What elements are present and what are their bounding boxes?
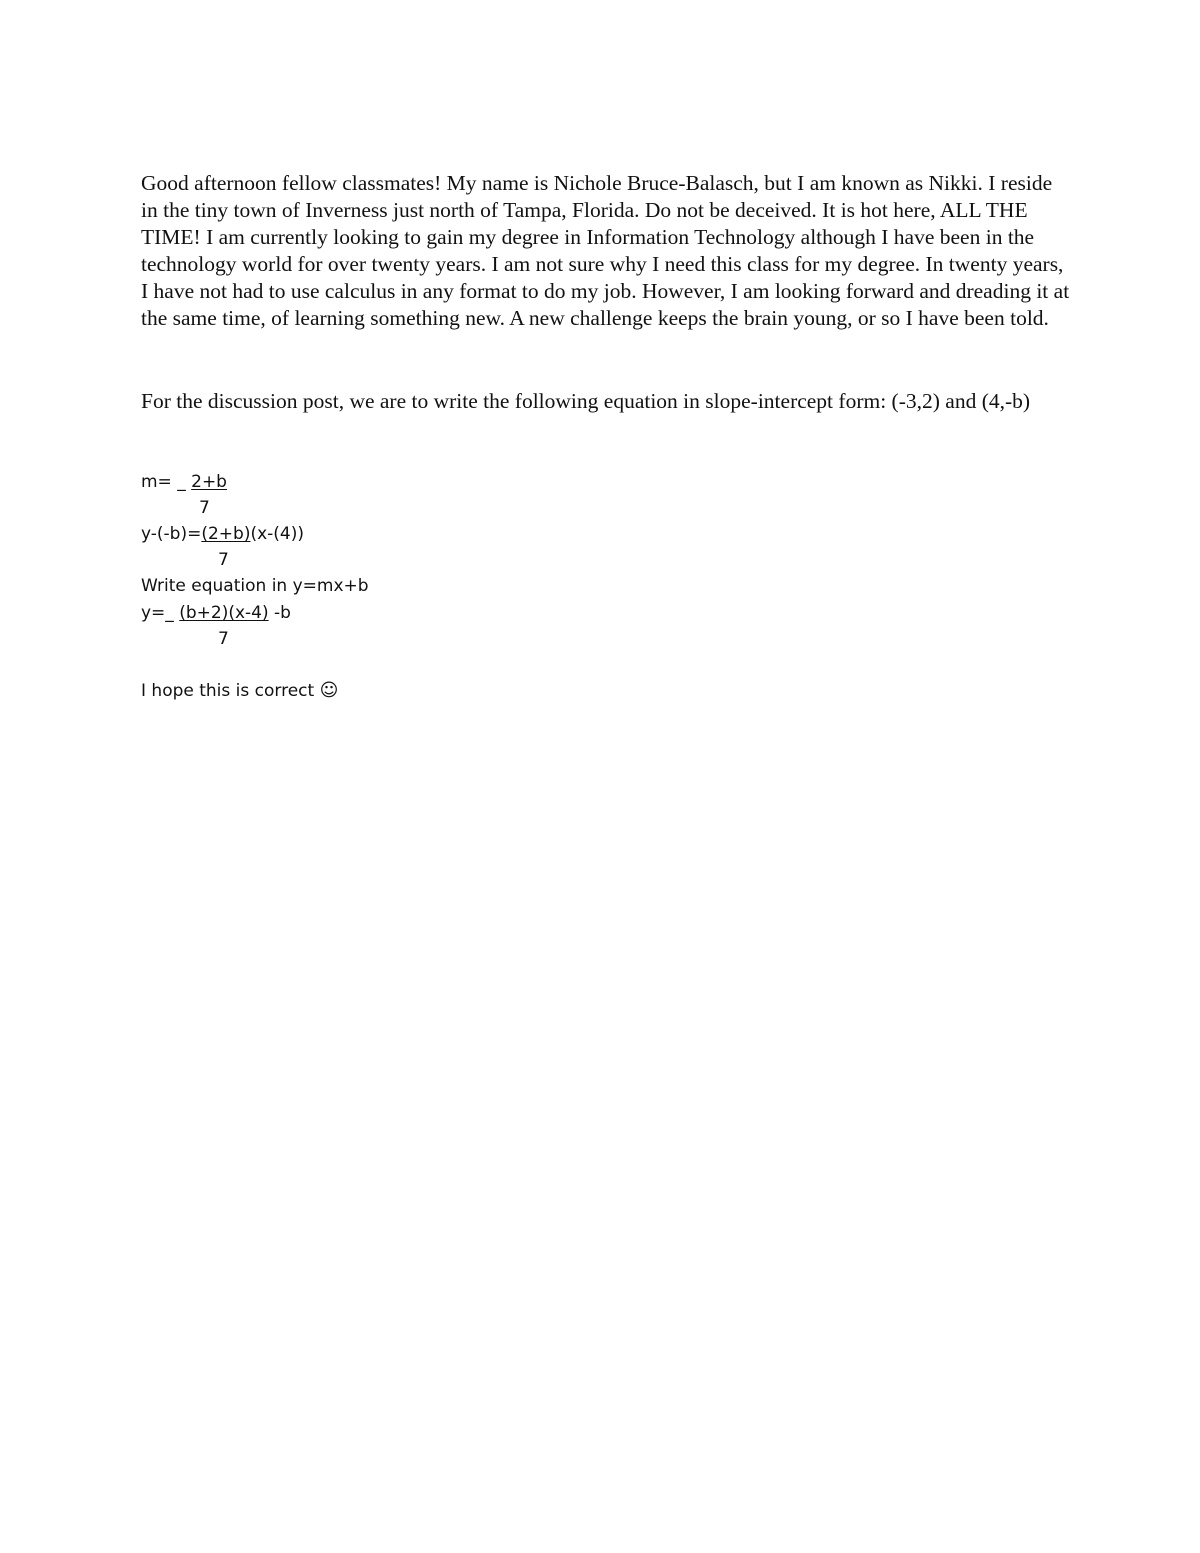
closing-line: [141, 681, 338, 701]
task-paragraph: For the discussion post, we are to write the following equation in slope-intercept form: (-3,2) and (4,-b): [141, 389, 1031, 413]
slope-intercept-denominator: 7: [218, 629, 229, 649]
slope-intercept-prefix: y=_: [141, 603, 180, 623]
slope-line: [141, 472, 227, 492]
intro-paragraph: Good afternoon fellow classmates! My name is Nichole Bruce-Balasch, but I am known as Nikki. I reside in the tiny town of Inverness just north of Tampa, Florida. Do not be deceived. It is hot here, ALL THE TIME! I am currently looking to gain my degree in Information Technology although I have been in the technology world for over twenty years. I am not sure why I need this class for my degree. In twenty years, I have not had to use calculus in any format to do my job. However, I am looking forward and dreading it at the same time, of learning something new. A new challenge keeps the brain young, or so I have been told.: [141, 171, 1070, 330]
slope-intercept-line: [141, 603, 291, 623]
point-slope-line: [141, 524, 304, 544]
instruction-line: Write equation in y=mx+b: [141, 576, 369, 596]
slope-prefix: m= _: [141, 472, 192, 492]
point-slope-prefix: y-(-b)=: [141, 524, 202, 544]
slope-intercept-numerator: (b+2)(x-4): [179, 603, 269, 623]
point-slope-numerator: (2+b): [201, 524, 251, 544]
smiley-icon: ☺: [319, 680, 339, 701]
point-slope-suffix: (x-(4)): [250, 524, 305, 544]
point-slope-denominator: 7: [218, 550, 229, 570]
closing-text: I hope this is correct: [141, 681, 320, 701]
slope-denominator: 7: [199, 498, 210, 518]
slope-numerator: 2+b: [191, 472, 227, 492]
slope-intercept-suffix: -b: [268, 603, 291, 623]
